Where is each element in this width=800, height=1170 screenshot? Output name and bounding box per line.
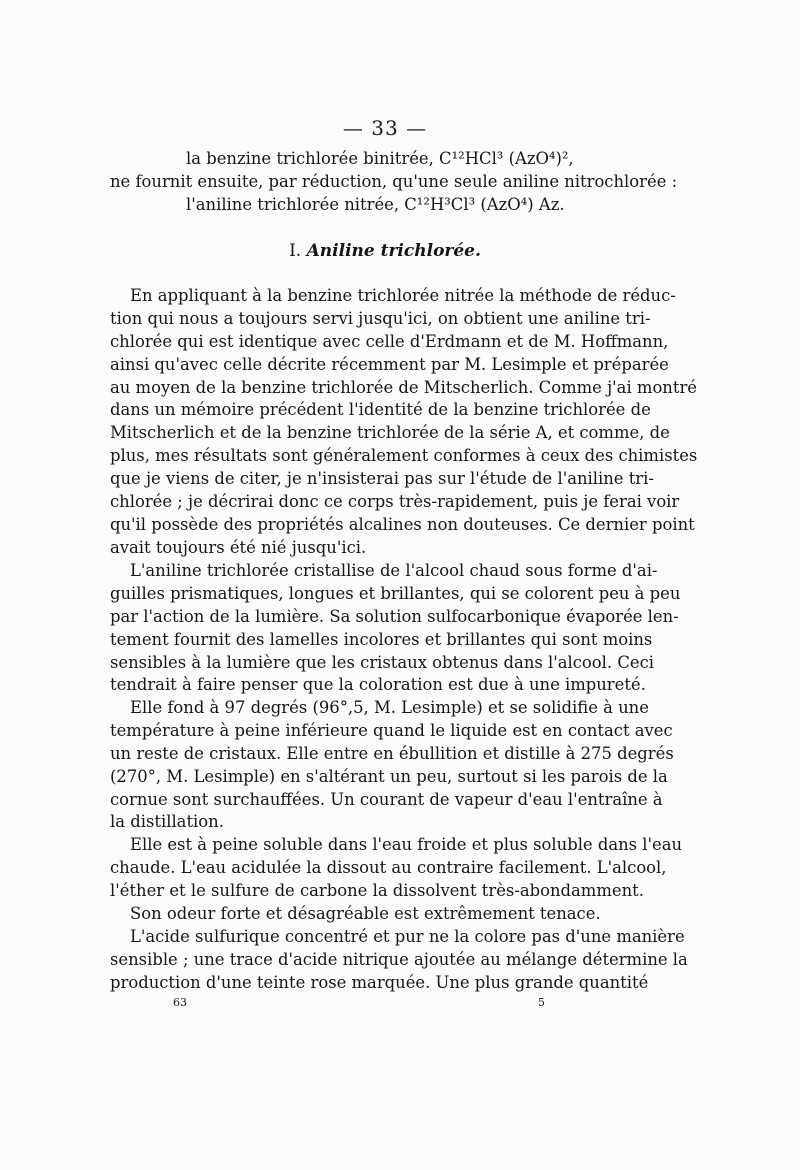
- text-line: l'aniline trichlorée nitrée, C¹²H³Cl³ (AzO⁴) Az.: [186, 194, 565, 214]
- text-line: chlorée qui est identique avec celle d'Erdmann et de M. Hoffmann,: [110, 331, 669, 351]
- text-line: (270°, M. Lesimple) en s'altérant un peu, surtout si les parois de la: [110, 766, 668, 786]
- text-line: En appliquant à la benzine trichlorée nitrée la méthode de réduc-: [130, 286, 676, 305]
- paragraph-6: [110, 926, 688, 995]
- paragraph-1: [110, 285, 698, 560]
- text-line: production d'une teinte rose marquée. Une plus grande quantité: [110, 972, 649, 992]
- text-line: guilles prismatiques, longues et brillantes, qui se colorent peu à peu: [110, 583, 681, 603]
- text-line: au moyen de la benzine trichlorée de Mitscherlich. Comme j'ai montré: [110, 377, 697, 397]
- paragraph-3: [110, 697, 674, 834]
- text-line: tement fournit des lamelles incolores et brillantes qui sont moins: [110, 629, 653, 649]
- text-line: ainsi qu'avec celle décrite récemment par M. Lesimple et préparée: [110, 354, 669, 374]
- text-line: qu'il possède des propriétés alcalines non douteuses. Ce dernier point: [110, 514, 695, 534]
- text-line: Elle fond à 97 degrés (96°,5, M. Lesimple) et se solidifie à une: [130, 698, 649, 717]
- signature-mark-right: 5: [538, 996, 545, 1009]
- text-line: Mitscherlich et de la benzine trichlorée de la série A, et comme, de: [110, 423, 670, 443]
- text-line: chaude. L'eau acidulée la dissout au contraire facilement. L'alcool,: [110, 857, 667, 877]
- text-line: chlorée ; je décrirai donc ce corps très-rapidement, puis je ferai voir: [110, 492, 680, 512]
- text-line: que je viens de citer, je n'insisterai pas sur l'étude de l'aniline tri-: [110, 469, 654, 489]
- signature-mark-left: 63: [173, 996, 187, 1009]
- text-line: l'éther et le sulfure de carbone la dissolvent très-abondamment.: [110, 880, 644, 900]
- paragraph-4: [110, 834, 683, 903]
- text-line: avait toujours été nié jusqu'ici.: [110, 537, 367, 557]
- intro-block: [110, 148, 678, 217]
- text-line: tion qui nous a toujours servi jusqu'ici, on obtient une aniline tri-: [110, 308, 651, 328]
- paragraph-2: [110, 560, 681, 697]
- text-line: L'acide sulfurique concentré et pur ne la colore pas d'une manière: [130, 927, 685, 946]
- section-number: I.: [289, 241, 302, 261]
- text-line: par l'action de la lumière. Sa solution sulfocarbonique évaporée len-: [110, 606, 679, 626]
- text-line: sensible ; une trace d'acide nitrique ajoutée au mélange détermine la: [110, 949, 688, 969]
- text-line: la distillation.: [110, 812, 224, 832]
- section-title: Aniline trichlorée.: [306, 241, 481, 261]
- text-line: Son odeur forte et désagréable est extrêmement tenace.: [130, 904, 601, 923]
- text-line: température à peine inférieure quand le liquide est en contact avec: [110, 720, 673, 740]
- text-line: cornue sont surchauffées. Un courant de vapeur d'eau l'entraîne à: [110, 789, 663, 809]
- text-line: dans un mémoire précédent l'identité de la benzine trichlorée de: [110, 400, 651, 420]
- text-line: un reste de cristaux. Elle entre en ébullition et distille à 275 degrés: [110, 743, 674, 763]
- text-line: L'aniline trichlorée cristallise de l'alcool chaud sous forme d'ai-: [130, 561, 658, 580]
- page-number: — 33 —: [342, 116, 428, 140]
- text-line: la benzine trichlorée binitrée, C¹²HCl³ (AzO⁴)²,: [186, 149, 574, 168]
- section-heading: [0, 241, 770, 261]
- text-line: plus, mes résultats sont généralement conformes à ceux des chimistes: [110, 446, 698, 466]
- text-line: Elle est à peine soluble dans l'eau froide et plus soluble dans l'eau: [130, 835, 683, 854]
- text-line: ne fournit ensuite, par réduction, qu'une seule aniline nitrochlorée :: [110, 171, 678, 191]
- text-line: sensibles à la lumière que les cristaux obtenus dans l'alcool. Ceci: [110, 652, 654, 672]
- text-line: tendrait à faire penser que la coloration est due à une impureté.: [110, 675, 646, 695]
- paragraph-5: [110, 903, 640, 926]
